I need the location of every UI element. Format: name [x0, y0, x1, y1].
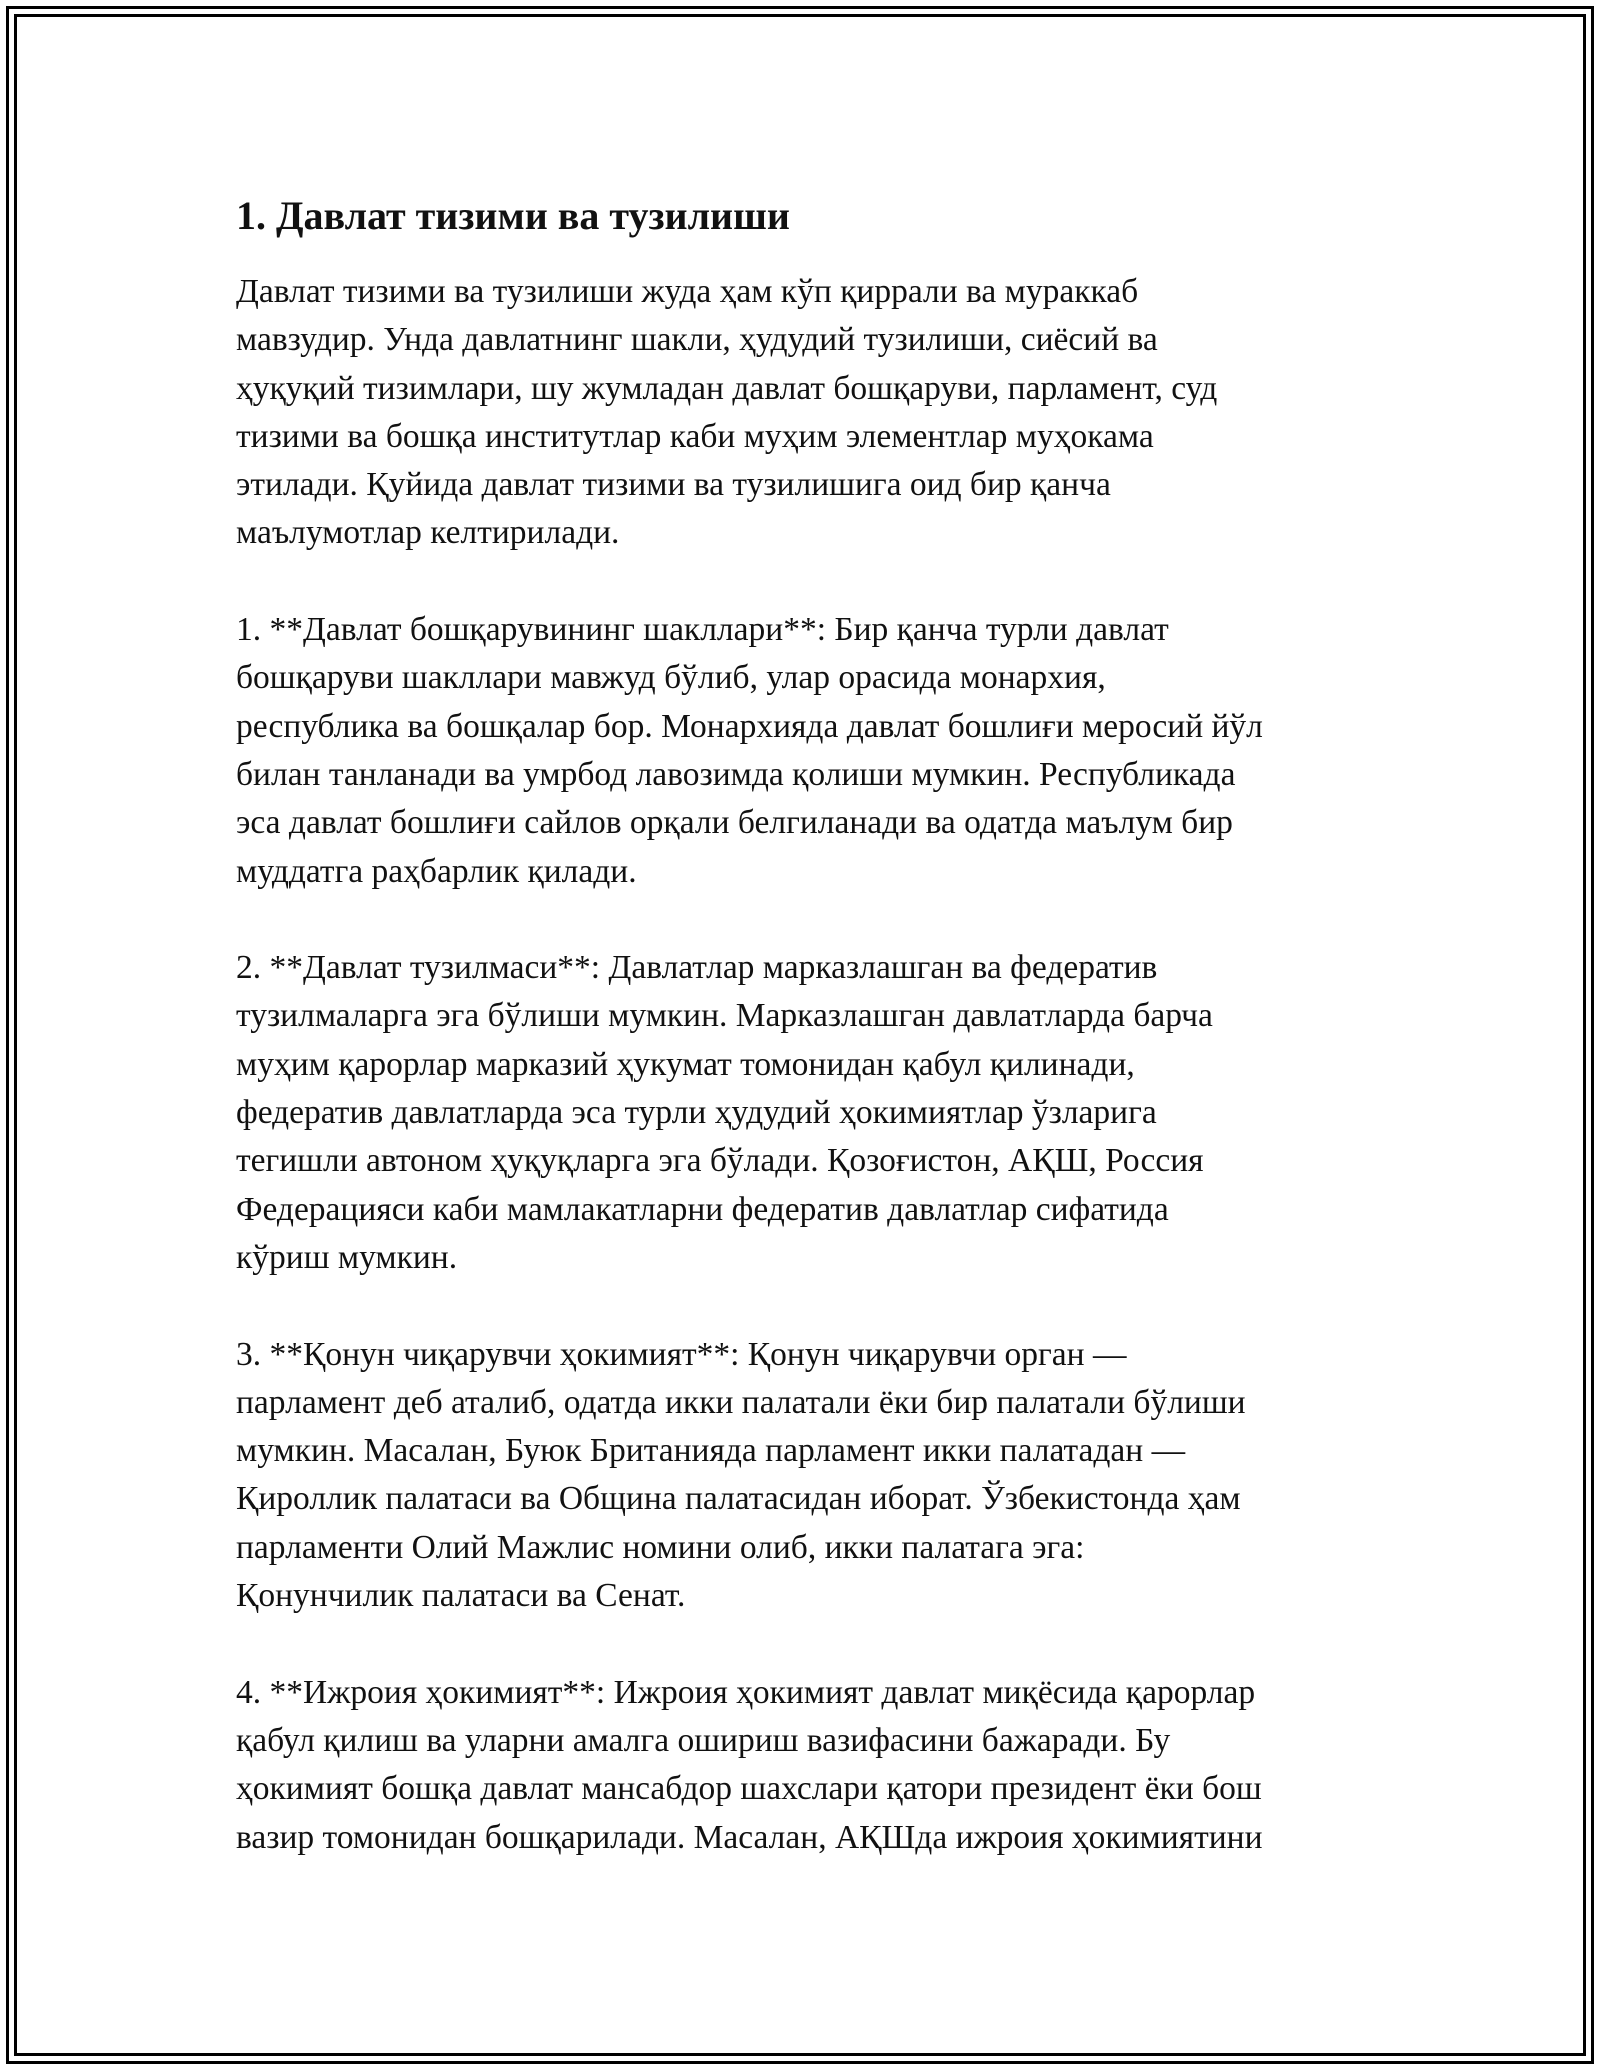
section-heading: 1. Давлат тизими ва тузилиши — [236, 193, 790, 238]
paragraph-state-structure: 2. **Давлат тузилмаси**: Давлатлар марказлашган ва федератив тузилмаларга эга бўлиши мумкин. Марказлашган давлатларда барча муҳим қарорлар марказий ҳукумат томонидан қабул қилинади, федератив давлатларда эса турли ҳудудий ҳокимиятлар ўзларига тегишли автоном ҳуқуқларга эга бўлади. Қозоғистон, АҚШ, Россия Федерацияси каби мамлакатларни федератив давлатлар сифатида кўриш мумкин. — [236, 949, 1213, 1276]
document-body — [236, 188, 1376, 1862]
paragraph-executive-power: 4. **Ижроия ҳокимият**: Ижроия ҳокимият давлат миқёсида қарорлар қабул қилиш ва уларни амалга ошириш вазифасини бажаради. Бу ҳокимият бошқа давлат мансабдор шахслари қатори президент ёки бош вазир томонидан бошқарилади. Масалан, АҚШда ижроия ҳокимиятини — [236, 1673, 1263, 1856]
paragraph-legislative-power: 3. **Қонун чиқарувчи ҳокимият**: Қонун чиқарувчи орган — парламент деб аталиб, одатда икки палатали ёки бир палатали бўлиши мумкин. Масалан, Буюк Британияда парламент икки палатадан — Қироллик палатаси ва Община палатасидан иборат. Ўзбекистонда ҳам парламенти Олий Мажлис номини олиб, икки палатага эга: Қонунчилик палатаси ва Сенат. — [236, 1335, 1246, 1615]
paragraph-government-forms: 1. **Давлат бошқарувининг шакллари**: Бир қанча турли давлат бошқаруви шакллари мавжуд бўлиб, улар орасида монархия, республика ва бошқалар бор. Монархияда давлат бошлиғи меросий йўл билан танланади ва умрбод лавозимда қолиши мумкин. Республикада эса давлат бошлиғи сайлов орқали белгиланади ва одатда маълум бир муддатга раҳбарлик қилади. — [236, 611, 1263, 890]
intro-paragraph: Давлат тизими ва тузилиши жуда ҳам кўп қиррали ва мураккаб мавзудир. Унда давлатнинг шакли, ҳудудий тузилиши, сиёсий ва ҳуқуқий тизимлари, шу жумладан давлат бошқаруви, парламент, суд тизими ва бошқа институтлар каби муҳим элементлар муҳокама этилади. Қуйида давлат тизими ва тузилишига оид бир қанча маълумотлар келтирилади. — [236, 273, 1218, 552]
